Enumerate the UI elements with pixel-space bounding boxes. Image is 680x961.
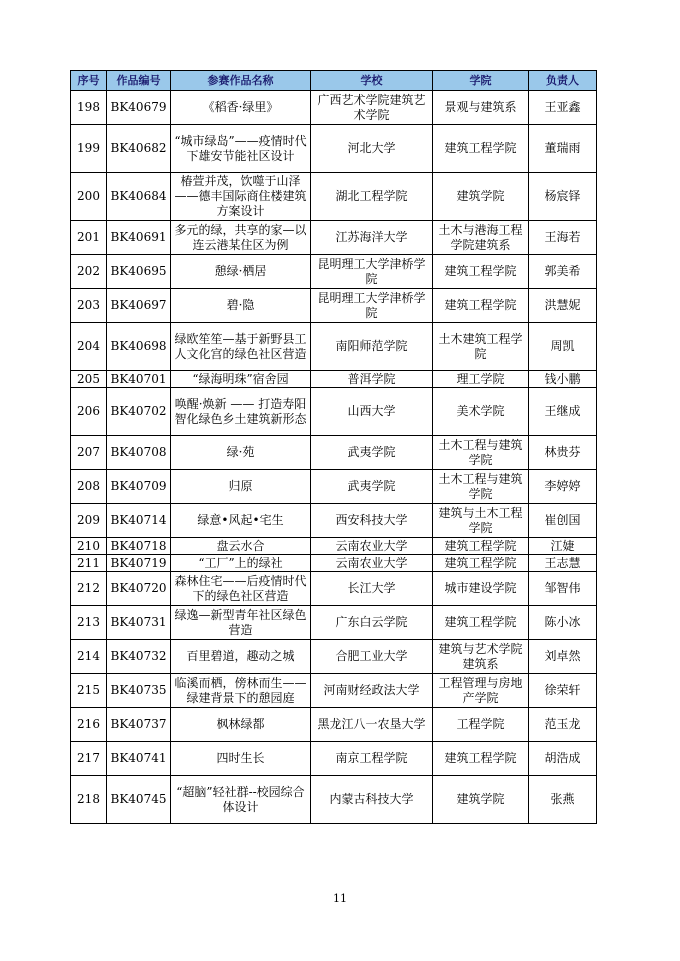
cell-code: BK40731	[107, 606, 171, 640]
cell-school: 武夷学院	[311, 470, 433, 504]
cell-college: 建筑工程学院	[433, 125, 529, 173]
cell-work: 森林住宅——后疫情时代下的绿色社区营造	[171, 572, 311, 606]
table-row	[71, 255, 597, 289]
cell-code: BK40695	[107, 255, 171, 289]
cell-school: 湖北工程学院	[311, 173, 433, 221]
cell-school: 河北大学	[311, 125, 433, 173]
cell-school: 昆明理工大学津桥学院	[311, 289, 433, 323]
table-row	[71, 776, 597, 824]
cell-school: 合肥工业大学	[311, 640, 433, 674]
cell-code: BK40679	[107, 91, 171, 125]
cell-code: BK40741	[107, 742, 171, 776]
cell-code: BK40697	[107, 289, 171, 323]
table-row	[71, 125, 597, 173]
table-row	[71, 640, 597, 674]
header-row	[71, 71, 597, 91]
cell-work: 《稻香·绿里》	[171, 91, 311, 125]
table-row	[71, 91, 597, 125]
cell-code: BK40708	[107, 436, 171, 470]
cell-work: 绿欧笙笙—基于新野县工人文化宫的绿色社区营造	[171, 323, 311, 371]
cell-college: 建筑工程学院	[433, 606, 529, 640]
cell-school: 西安科技大学	[311, 504, 433, 538]
cell-no: 201	[71, 221, 107, 255]
cell-college: 建筑工程学院	[433, 742, 529, 776]
cell-school: 山西大学	[311, 388, 433, 436]
cell-lead: 郭美希	[529, 255, 597, 289]
cell-school: 武夷学院	[311, 436, 433, 470]
cell-work: 临溪而栖，傍林而生——绿建背景下的憩园庭	[171, 674, 311, 708]
cell-no: 214	[71, 640, 107, 674]
cell-lead: 林贵芬	[529, 436, 597, 470]
cell-school: 内蒙古科技大学	[311, 776, 433, 824]
cell-work: 唤醒·焕新 —— 打造寿阳智化绿色乡土建筑新形态	[171, 388, 311, 436]
cell-code: BK40735	[107, 674, 171, 708]
cell-no: 200	[71, 173, 107, 221]
cell-no: 210	[71, 538, 107, 555]
cell-no: 204	[71, 323, 107, 371]
cell-no: 202	[71, 255, 107, 289]
cell-lead: 王继成	[529, 388, 597, 436]
cell-lead: 刘卓然	[529, 640, 597, 674]
cell-college: 土木工程与建筑学院	[433, 436, 529, 470]
cell-code: BK40709	[107, 470, 171, 504]
cell-school: 昆明理工大学津桥学院	[311, 255, 433, 289]
table-row	[71, 708, 597, 742]
cell-school: 江苏海洋大学	[311, 221, 433, 255]
cell-college: 土木与港海工程学院建筑系	[433, 221, 529, 255]
header-school: 学校	[311, 71, 433, 91]
cell-no: 213	[71, 606, 107, 640]
cell-work: 绿意•风起•宅生	[171, 504, 311, 538]
cell-school: 云南农业大学	[311, 538, 433, 555]
cell-college: 建筑工程学院	[433, 289, 529, 323]
header-code: 作品编号	[107, 71, 171, 91]
table-row	[71, 674, 597, 708]
cell-no: 215	[71, 674, 107, 708]
cell-code: BK40737	[107, 708, 171, 742]
cell-school: 普洱学院	[311, 371, 433, 388]
cell-work: 碧·隐	[171, 289, 311, 323]
table-row	[71, 173, 597, 221]
table-header	[71, 71, 597, 91]
cell-no: 211	[71, 555, 107, 572]
table-row	[71, 221, 597, 255]
cell-no: 209	[71, 504, 107, 538]
cell-lead: 范玉龙	[529, 708, 597, 742]
cell-college: 建筑学院	[433, 776, 529, 824]
header-work: 参赛作品名称	[171, 71, 311, 91]
cell-code: BK40718	[107, 538, 171, 555]
cell-no: 203	[71, 289, 107, 323]
cell-school: 南京工程学院	[311, 742, 433, 776]
cell-no: 218	[71, 776, 107, 824]
header-college: 学院	[433, 71, 529, 91]
cell-code: BK40691	[107, 221, 171, 255]
cell-lead: 李婷婷	[529, 470, 597, 504]
cell-work: “城市绿岛”——疫情时代下雄安节能社区设计	[171, 125, 311, 173]
entries-table	[70, 70, 597, 824]
cell-work: 盘云水合	[171, 538, 311, 555]
cell-code: BK40698	[107, 323, 171, 371]
cell-code: BK40684	[107, 173, 171, 221]
header-no: 序号	[71, 71, 107, 91]
cell-no: 216	[71, 708, 107, 742]
cell-college: 土木建筑工程学院	[433, 323, 529, 371]
cell-lead: 徐荣轩	[529, 674, 597, 708]
cell-lead: 王志慧	[529, 555, 597, 572]
table-row	[71, 371, 597, 388]
cell-work: 绿·苑	[171, 436, 311, 470]
cell-lead: 周凯	[529, 323, 597, 371]
table-row	[71, 388, 597, 436]
cell-college: 理工学院	[433, 371, 529, 388]
cell-work: 多元的绿，共享的家—以连云港某住区为例	[171, 221, 311, 255]
cell-school: 云南农业大学	[311, 555, 433, 572]
cell-no: 198	[71, 91, 107, 125]
cell-no: 207	[71, 436, 107, 470]
cell-school: 长江大学	[311, 572, 433, 606]
cell-lead: 张燕	[529, 776, 597, 824]
cell-lead: 邹智伟	[529, 572, 597, 606]
cell-lead: 王亚鑫	[529, 91, 597, 125]
cell-work: 百里碧道，趣动之城	[171, 640, 311, 674]
cell-college: 建筑学院	[433, 173, 529, 221]
cell-lead: 杨宸铎	[529, 173, 597, 221]
cell-school: 广西艺术学院建筑艺术学院	[311, 91, 433, 125]
cell-code: BK40702	[107, 388, 171, 436]
cell-code: BK40682	[107, 125, 171, 173]
cell-school: 河南财经政法大学	[311, 674, 433, 708]
cell-work: 绿逸—新型青年社区绿色营造	[171, 606, 311, 640]
cell-college: 美术学院	[433, 388, 529, 436]
cell-lead: 胡浩成	[529, 742, 597, 776]
cell-no: 206	[71, 388, 107, 436]
cell-work: 椿萱并茂，饮噬于山泽——德丰国际商住楼建筑方案设计	[171, 173, 311, 221]
award-list-sheet	[70, 70, 596, 824]
cell-work: “工厂”上的绿社	[171, 555, 311, 572]
cell-no: 212	[71, 572, 107, 606]
cell-code: BK40720	[107, 572, 171, 606]
table-row	[71, 742, 597, 776]
cell-code: BK40714	[107, 504, 171, 538]
cell-college: 建筑工程学院	[433, 538, 529, 555]
cell-lead: 洪慧妮	[529, 289, 597, 323]
cell-lead: 陈小冰	[529, 606, 597, 640]
cell-no: 205	[71, 371, 107, 388]
cell-code: BK40745	[107, 776, 171, 824]
cell-lead: 崔创国	[529, 504, 597, 538]
cell-lead: 江婕	[529, 538, 597, 555]
cell-college: 建筑工程学院	[433, 255, 529, 289]
cell-school: 黑龙江八一农垦大学	[311, 708, 433, 742]
table-body	[71, 91, 597, 824]
cell-school: 广东白云学院	[311, 606, 433, 640]
table-row	[71, 323, 597, 371]
cell-lead: 董瑞雨	[529, 125, 597, 173]
table-row	[71, 470, 597, 504]
cell-code: BK40701	[107, 371, 171, 388]
cell-code: BK40732	[107, 640, 171, 674]
cell-no: 208	[71, 470, 107, 504]
cell-college: 工程管理与房地产学院	[433, 674, 529, 708]
table-row	[71, 606, 597, 640]
cell-work: “绿海明珠”宿舍园	[171, 371, 311, 388]
cell-no: 199	[71, 125, 107, 173]
table-row	[71, 555, 597, 572]
table-row	[71, 289, 597, 323]
cell-work: “超脑”轻社群--校园综合体设计	[171, 776, 311, 824]
cell-school: 南阳师范学院	[311, 323, 433, 371]
table-row	[71, 436, 597, 470]
cell-work: 四时生长	[171, 742, 311, 776]
cell-college: 建筑工程学院	[433, 555, 529, 572]
table-row	[71, 504, 597, 538]
cell-college: 城市建设学院	[433, 572, 529, 606]
cell-college: 土木工程与建筑学院	[433, 470, 529, 504]
cell-work: 归原	[171, 470, 311, 504]
cell-college: 景观与建筑系	[433, 91, 529, 125]
cell-college: 工程学院	[433, 708, 529, 742]
header-lead: 负责人	[529, 71, 597, 91]
cell-college: 建筑与土木工程学院	[433, 504, 529, 538]
cell-work: 枫林绿都	[171, 708, 311, 742]
page-number: 11	[333, 892, 347, 905]
cell-work: 憩绿·栖居	[171, 255, 311, 289]
cell-college: 建筑与艺术学院建筑系	[433, 640, 529, 674]
table-row	[71, 538, 597, 555]
table-row	[71, 572, 597, 606]
cell-lead: 王海若	[529, 221, 597, 255]
cell-lead: 钱小鹏	[529, 371, 597, 388]
cell-code: BK40719	[107, 555, 171, 572]
cell-no: 217	[71, 742, 107, 776]
